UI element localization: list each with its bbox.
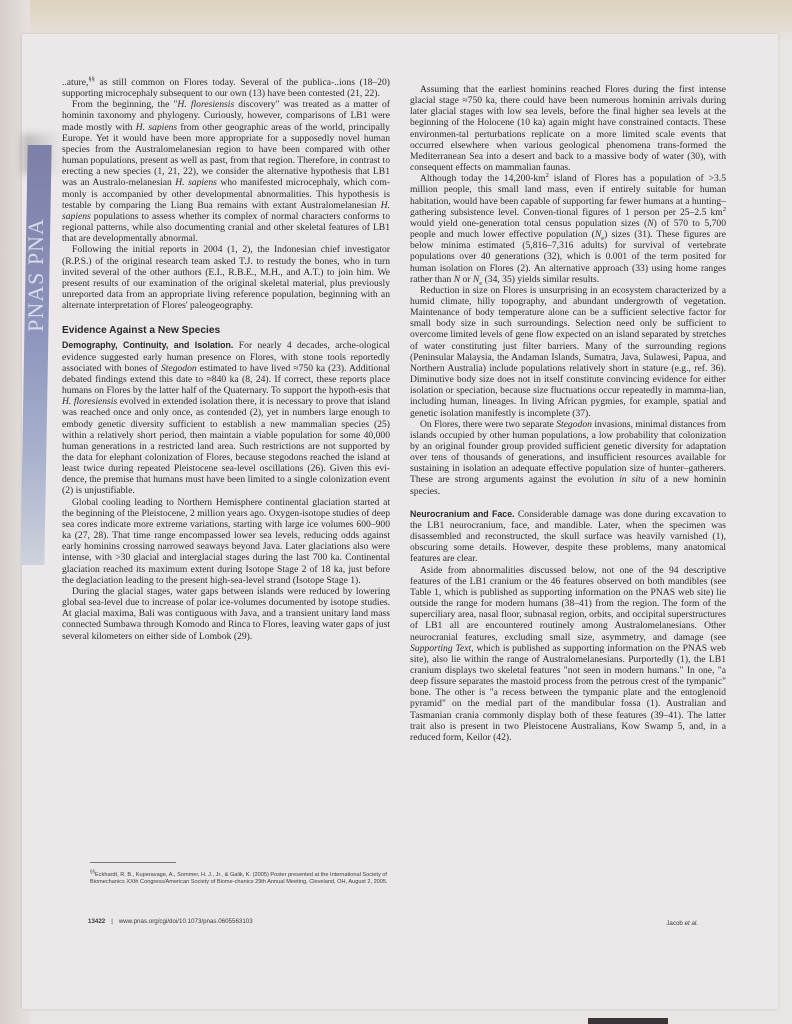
subsection-neurocranium xyxy=(410,509,726,565)
italic-term: Stegodon xyxy=(556,418,592,430)
paragraph: During the glacial stages, water gaps between islands were reduced by lowering global sea-level due to increase of polar ice-volumes documented by isotope studies. At glacial maxima, Bali was contiguous with Java, and a transient unitary land mass connected Sumbawa through Komodo and Rinca to Flores, leaving water gaps of just several kilometers on either side of Lombok (29). xyxy=(62,585,390,642)
left-intro-paragraphs xyxy=(62,77,390,311)
subsection-title: Demography, Continuity, and Isolation. xyxy=(62,340,234,351)
footer-separator: | xyxy=(111,918,113,925)
scan-edge xyxy=(588,1018,668,1024)
subscript: e xyxy=(479,279,483,287)
paragraph: Reduction in size on Flores is unsurprising in an ecosystem characterized by a humid climate, hilly topography, and abundant undergrowth of vegetation. Maintenance of body temperature alone can be a sufficient selective factor for small body size in such surroundings. Selection need only be sufficient to overcome limited levels of gene flow expected on an island separated by stretches of water constituting just filter barriers. Many of the surrounding regions (Peninsular Malaysia, the Andaman Islands, Sumatra, Java, Sulawesi, Papua, and Northern Australia) include populations relatively short in stature (e.g., ref. 36). Diminutive body size does not in itself constitute convincing evidence for either isolation or speciation, because size fluctuations occur repeatedly in mamma-lian, including human, lineages. In living African pygmies, for example, spatial and genetic isolation manifestly is incomplete (37). xyxy=(410,284,726,419)
paragraph: ..ature,§§ as still common on Flores today. Several of the publica-..ions (18–20) supporting microcephaly subsequent to our own (13) have been contested (21, 22). xyxy=(62,75,390,100)
left-column xyxy=(62,77,390,642)
page-footer xyxy=(88,918,708,930)
italic-term: H. floresiensis xyxy=(62,396,118,408)
paragraph: On Flores, there were two separate Stegodon invasions, minimal distances from islands occupied by other human populations, a low probability that colonization by an original founder group provided sufficient genetic diversity for adaptation over tens of thousands of generations, and insufficient resources available for sustaining in isolation an adequate effective population size of hunter–gatherers. These are strong arguments against the evolution in situ of a new hominin species. xyxy=(410,418,726,497)
pnas-margin-label: PNAS PNA xyxy=(23,218,49,332)
paragraph: Although today the $14,200-km^2$ island of Flores has a population of >3.5 million people, this small land mass, even if entirely suitable for human habitation, would have been capable of supporting far fewer humans at a hunting–gathering subsistence level. Conven-tional figures of 1 person per 25–2.5 $km^2$ would yield one-generation total census population sizes (N) of 570 to 5,700 people and much lower effective population $(N_e)$ sizes (31). These figures are below minima estimated (5,816–7,316 adults) for survival of vertebrate populations over 40 generations (32), which is 0.001 of the term posited for human isolation on Flores (2). An alternative approach (33) using home ranges rather than N or $N_e$ (34, 35) yields similar results. xyxy=(410,172,726,287)
italic-term: H. sapiens xyxy=(175,177,217,189)
left-body-paragraphs xyxy=(62,497,390,642)
italic-term: H. sapiens xyxy=(62,199,390,222)
subsection-body: For nearly 4 decades, arche-ological evidence suggested early human presence on Flores, with stone tools reportedly associated with bones of Stegodon estimated to have lived ≈750 ka (23). Additional debated findings extend this date to ≈840 ka (8, 24). If correct, these reports place humans on Flores by the latter half of the Quaternary. To support the hypoth-esis that H. floresiensis evolved in extended isolation there, it is necessary to prove that island was reached once and only once, as contended (2), yet in numbers large enough to embody genetic diversity sufficient to establish a new mammalian species (25) within a relatively short period, then maintain a viable population for some 40,000 human generations in a restricted land area. Such restrictions are not supported by the data for elephant colonization of Flores, because stegodons reached the island at least twice during repeated Pleistocene sea-level oscillations (26). Given this evi-dence, the premise that humans must have been limited to a single colonization event (2) is unjustifiable. xyxy=(62,340,391,497)
pnas-margin-logo xyxy=(24,145,48,405)
paragraph: From the beginning, the "H. floresiensis discovery" was treated as a matter of hominin taxonomy and phylogeny. Curiously, however, comparisons of LB1 were made mostly with H. sapiens from other geographic areas of the world, principally Europe. Yet it would have been more appropriate for a supposedly novel human species from the Australomelanesian region to have been compared with other human populations, present as well as past, from that region. Therefore, in contrast to erecting a new species (1, 21, 22), we consider the alternative hypothesis that LB1 was an Australo-melanesian H. sapiens who manifested microcephaly, which com-monly is accompanied by other developmental abnormalities. This hypothesis is testable by comparing the Liang Bua remains with extant Australomelanesian H. sapiens populations to assess whether its complex of normal characters conforms to regional patterns, while also documenting cranial and other skeletal features of LB1 that are developmentally abnormal. xyxy=(62,99,390,245)
author-etal: et al. xyxy=(684,920,698,927)
italic-term: N xyxy=(594,229,602,241)
italic-term: in situ xyxy=(619,474,646,486)
paragraph: Assuming that the earliest hominins reached Flores during the first intense glacial stage ≈750 ka, there could have been numerous hominin arrivals during later glacial stages with low sea levels, before the final higher sea levels at the beginning of the Holocene (10 ka) again might have constrained contacts. These environmen-tal perturbations replicate on a more limited scale events that occurred elsewhere when various geological phenomena trans-formed the Mediterranean Sea into a desert and back to a massive body of water (30), with consequent effects on mammalian faunas. xyxy=(410,84,726,174)
subsection-title: Neurocranium and Face. xyxy=(410,508,515,519)
paragraph: Global cooling leading to Northern Hemisphere continental glaciation started at the beginning of the Pleistocene, 2 million years ago. Oxygen-isotope studies of deep sea cores indicate more extreme variations, starting with large ice volumes 600–900 ka (27, 28). That time range encompassed lower sea levels, reducing odds against early hominins crossing narrowed seaways beyond Java. Later glaciations also were intense, with >30 glacial and interglacial stages during the last 700 ka. Continental glaciation reached its maximum extent during Isotope Stage 2 of 18 ka, just before the deglaciation leading to the present high-sea-level strand (Isotope Stage 1). xyxy=(62,496,390,586)
subsection-demography xyxy=(62,340,390,496)
spacer xyxy=(410,497,726,509)
section-heading: Evidence Against a New Species xyxy=(62,325,221,337)
paragraph: Following the initial reports in 2004 (1, 2), the Indonesian chief investigator (R.P.S.) of the original research team asked T.J. to restudy the bones, who in turn invited several of the other authors (E.I., R.B.E., M.H., and A.T.) to join him. We present results of our examination of the original skeletal material, plus previously unreported data from an appropriate living reference population, beginning with an alternate interpretation of Flores' paleogeography. xyxy=(62,244,390,312)
subsection-body: Considerable damage was done during excavation to the LB1 neurocranium, face, and mandible. Later, when the specimen was disassembled and reconstructed, the skull surface was heavily varnished (1), obscuring some details. However, despite these problems, many anatomical features are clear. xyxy=(410,508,726,565)
footnote-text: Eckhardt, R. B., Kuperavage, A., Sommer, H. J., Jr., & Galik, K. (2005) Poster presented at the International Society of Biomechanics XXth Congress/American Society of Biome-chanics 29th Annual Meeting, Cleveland, OH, August 2, 2005. xyxy=(90,871,388,886)
italic-term: N xyxy=(647,217,654,229)
superscript: §§ xyxy=(88,75,95,83)
superscript: 2 xyxy=(722,205,726,213)
italic-term: Stegodon xyxy=(160,362,197,374)
superscript: 2 xyxy=(545,172,549,180)
italic-term: H. floresiensis xyxy=(177,99,235,111)
page-number: 13422 xyxy=(88,918,106,925)
italic-term: Supporting Text xyxy=(410,642,472,654)
italic-term: N xyxy=(472,273,480,285)
italic-term: N xyxy=(453,273,461,285)
footnote xyxy=(90,868,390,886)
right-intro-paragraphs xyxy=(410,84,726,497)
author-name: Jacob xyxy=(666,920,683,927)
right-body-paragraphs xyxy=(410,565,726,744)
subscript: e xyxy=(601,234,605,242)
running-author xyxy=(666,920,698,927)
right-column xyxy=(410,84,726,743)
footnote-rule xyxy=(90,862,176,863)
paragraph: Aside from abnormalities discussed below, not one of the 94 descriptive features of the LB1 cranium or the 46 features observed on both mandibles (see Table 1, which is published as supporting information on the PNAS web site) lie outside the range for modern humans (38–41) from the region. The form of the superciliary area, nasal floor, subnasal region, orbits, and occipital superstructures of LB1 all are encountered routinely among Australomelanesians. Other neurocranial features, excluding small size, asymmetry, and damage (see Supporting Text, which is published as supporting information on the PNAS web site), also lie within the range of Australomelanesians. Purportedly (1), the LB1 cranium displays two skeletal features "not seen in modern humans." In one, "a deep fissure separates the mastoid process from the petrous crest of the tympanic" bone. The other is "a recess between the tympanic plate and the entoglenoid pyramid" on the medial part of the mandibular fossa (1). Australian and Tasmanian crania commonly display both of these features (39–41). The latter trait also is present in two Pleistocene Australians, Kow Swamp 5, and, in a reduced form, Keilor (42). xyxy=(410,564,727,743)
footnote-marker: §§ xyxy=(90,869,96,874)
doi-link[interactable]: www.pnas.org/cgi/doi/10.1073/pnas.0605563103 xyxy=(118,918,253,925)
italic-term: H. sapiens xyxy=(135,121,178,133)
